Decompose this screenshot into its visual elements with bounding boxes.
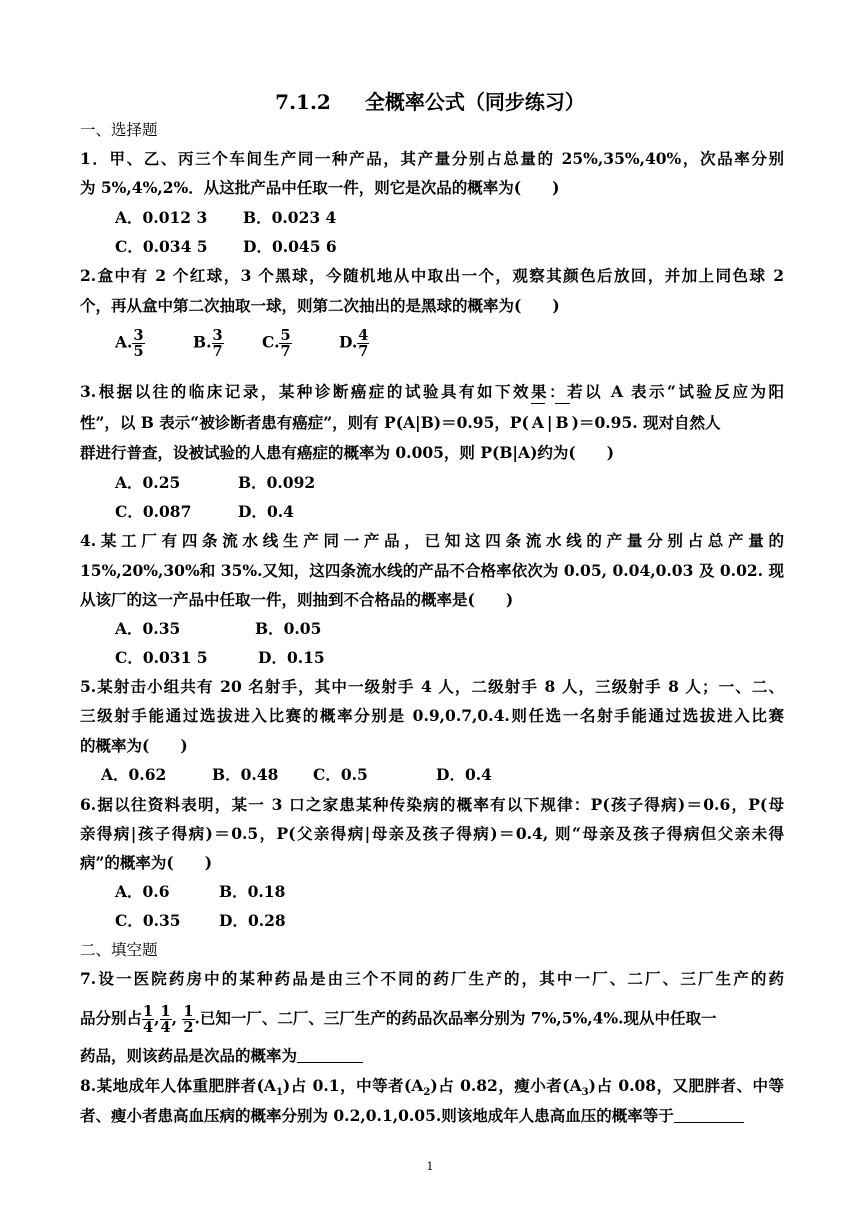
q6-option-a: A．0.6 [115, 882, 170, 901]
q1-option-a: A．0.012 3 [115, 208, 208, 227]
fraction-denominator: 7 [358, 343, 369, 360]
page-number: 1 [426, 1160, 434, 1173]
fraction-numerator: 1 [143, 1003, 154, 1020]
q8-line1-text-d: )占 0.08，又肥胖者、中等 [588, 1076, 785, 1095]
fraction-denominator: 4 [160, 1019, 171, 1036]
q7-fraction-3 [182, 1004, 194, 1035]
q3-option-c: C．0.087 [115, 502, 192, 521]
q4-line2: 15%,20%,30%和 35%.又知，这四条流水线的产品不合格率依次为 0.05, 0.04,0.03 及 0.02. 现 [80, 561, 784, 580]
fraction-denominator: 4 [143, 1019, 154, 1036]
q5-option-d: D．0.4 [436, 765, 492, 784]
q1-option-d: D．0.045 6 [243, 237, 337, 256]
q7-line1: 7.设一医院药房中的某种药品是由三个不同的药厂生产的，其中一厂、二厂、三厂生产的药 [80, 969, 784, 988]
q2-line2: 个，再从盒中第二次抽取一球，则第二次抽出的是黑球的概率为( ) [80, 296, 560, 315]
q5-option-a: A．0.62 [101, 765, 167, 784]
q7-answer-blank[interactable] [297, 1046, 363, 1063]
q6-line1: 6.据以往资料表明，某一 3 口之家患某种传染病的概率有以下规律：P(孩子得病)＝0.6，P(母 [80, 795, 784, 814]
title-text: 全概率公式（同步练习） [364, 90, 585, 114]
q3-line2-text-a: 性”，以 B 表示“被诊断者患有癌症”，则有 P(A|B)＝0.95，P( [80, 413, 529, 432]
subscript: 1 [275, 1087, 283, 1099]
fraction-numerator: 1 [183, 1003, 194, 1020]
q8-line1-text-b: )占 0.1，中等者(A [282, 1076, 424, 1095]
q2-option-c [262, 328, 292, 359]
q3-line2 [80, 413, 784, 433]
fraction-denominator: 2 [183, 1019, 194, 1036]
q6-line3: 病”的概率为( ) [80, 853, 213, 872]
q3-option-b: B．0.092 [238, 473, 316, 492]
page-title [0, 86, 860, 115]
q3-line2-text-b: )＝0.95. 现对自然人 [571, 413, 721, 432]
q2-option-a [115, 328, 145, 359]
section-fill-heading: 二、填空题 [80, 941, 158, 959]
q2-option-a-label: A. [115, 332, 133, 352]
q5-option-b: B．0.48 [212, 765, 279, 784]
condition-bar: | [546, 413, 553, 432]
q5-line1: 5.某射击小组共有 20 名射手，其中一级射手 4 人，二级射手 8 人，三级射手 8 人；一、二、 [80, 677, 784, 696]
q5-line3: 的概率为( ) [80, 736, 188, 755]
title-number: 7.1.2 [275, 90, 331, 114]
q3-line1: 3.根据以往的临床记录，某种诊断癌症的试验具有如下效果：若以 A 表示“试验反应为阳 [80, 382, 784, 401]
q1-option-b: B．0.023 4 [243, 208, 337, 227]
q8-line2-text: 者、瘦小者患高血压病的概率分别为 0.2,0.1,0.05.则该地成年人患高血压的概率等于 [80, 1106, 674, 1125]
complement-a: A [529, 413, 547, 433]
q3-option-a: A．0.25 [115, 473, 181, 492]
q7-fraction-2 [160, 1004, 172, 1035]
fraction-numerator: 5 [280, 327, 291, 344]
q7-line2: 品分别占 $\frac{1}{4}$ , $\frac{1}{4}$ , $\frac{1}{2}$ .已知一厂、二厂、三厂生产的药品次品率分别为 7%,5%,4%.现从中任取一 [80, 1003, 717, 1036]
q4-option-a: A．0.35 [115, 619, 181, 638]
q2-option-c-label: C. [262, 332, 280, 352]
q4-option-d: D．0.15 [258, 648, 325, 667]
q8-line1 [80, 1076, 784, 1103]
q4-option-b: B．0.05 [255, 619, 322, 638]
q5-option-c: C．0.5 [313, 765, 368, 784]
q6-line2: 亲得病|孩子得病)＝0.5，P(父亲得病|母亲及孩子得病)＝0.4, 则“母亲及孩子得病但父亲未得 [80, 824, 784, 843]
q2-option-a-fraction [132, 328, 144, 359]
q2-option-c-fraction [279, 328, 291, 359]
q3-line3: 群进行普查，设被试验的人患有癌症的概率为 0.005，则 P(B|A)约为( ) [80, 443, 615, 462]
q8-line1-text-a: 8.某地成年人体重肥胖者(A [80, 1076, 276, 1095]
q8-line2 [80, 1106, 784, 1126]
q2-option-b-label: B. [193, 332, 212, 352]
fraction-numerator: 3 [133, 327, 144, 344]
q6-option-b: B．0.18 [219, 882, 286, 901]
fraction-numerator: 1 [160, 1003, 171, 1020]
fraction-numerator: 3 [212, 327, 223, 344]
q2-option-b [193, 328, 224, 359]
q2-line1: 2.盒中有 2 个红球，3 个黑球，今随机地从中取出一个，观察其颜色后放回，并加上同色球 2 [80, 266, 784, 285]
subscript: 2 [423, 1087, 431, 1099]
q2-option-b-fraction [212, 328, 224, 359]
section-choice-heading: 一、选择题 [80, 121, 158, 139]
q4-option-c: C．0.031 5 [115, 648, 208, 667]
q7-line2-text-b: .已知一厂、二厂、三厂生产的药品次品率分别为 7%,5%,4%.现从中任取一 [194, 1008, 717, 1028]
q7-line2-text-a: 品分别占 [80, 1008, 143, 1028]
q4-line1: 4.某工厂有四条流水线生产同一产品，已知这四条流水线的产量分别占总产量的 [80, 531, 784, 550]
q2-option-d [339, 328, 369, 359]
q8-line1-text-c: )占 0.82，瘦小者(A [430, 1076, 582, 1095]
q7-line3-text: 药品，则该药品是次品的概率为 [80, 1046, 298, 1065]
q3-option-d: D．0.4 [238, 502, 294, 521]
q2-option-d-fraction [357, 328, 369, 359]
q6-option-d: D．0.28 [219, 911, 286, 930]
q4-line3: 从该厂的这一产品中任取一件，则抽到不合格品的概率是( ) [80, 590, 514, 609]
q1-line1: 1．甲、乙、丙三个车间生产同一种产品，其产量分别占总量的 25%,35%,40%，次品率分别 [80, 149, 784, 168]
q7-line3 [80, 1046, 784, 1066]
q1-option-c: C．0.034 5 [115, 237, 208, 256]
q1-line2: 为 5%,4%,2%．从这批产品中任取一件，则它是次品的概率为( ) [80, 178, 560, 197]
fraction-denominator: 7 [280, 343, 291, 360]
q2-option-d-label: D. [339, 332, 358, 352]
subscript: 3 [581, 1087, 589, 1099]
fraction-denominator: 7 [212, 343, 223, 360]
fraction-numerator: 4 [358, 327, 369, 344]
q5-line2: 三级射手能通过选拔进入比赛的概率分别是 0.9,0.7,0.4.则任选一名射手能通过选拔进入比赛 [80, 706, 784, 725]
complement-b: B [553, 413, 572, 433]
q6-option-c: C．0.35 [115, 911, 181, 930]
q7-fraction-1 [142, 1004, 154, 1035]
q8-answer-blank[interactable] [674, 1106, 744, 1123]
fraction-denominator: 5 [133, 343, 144, 360]
